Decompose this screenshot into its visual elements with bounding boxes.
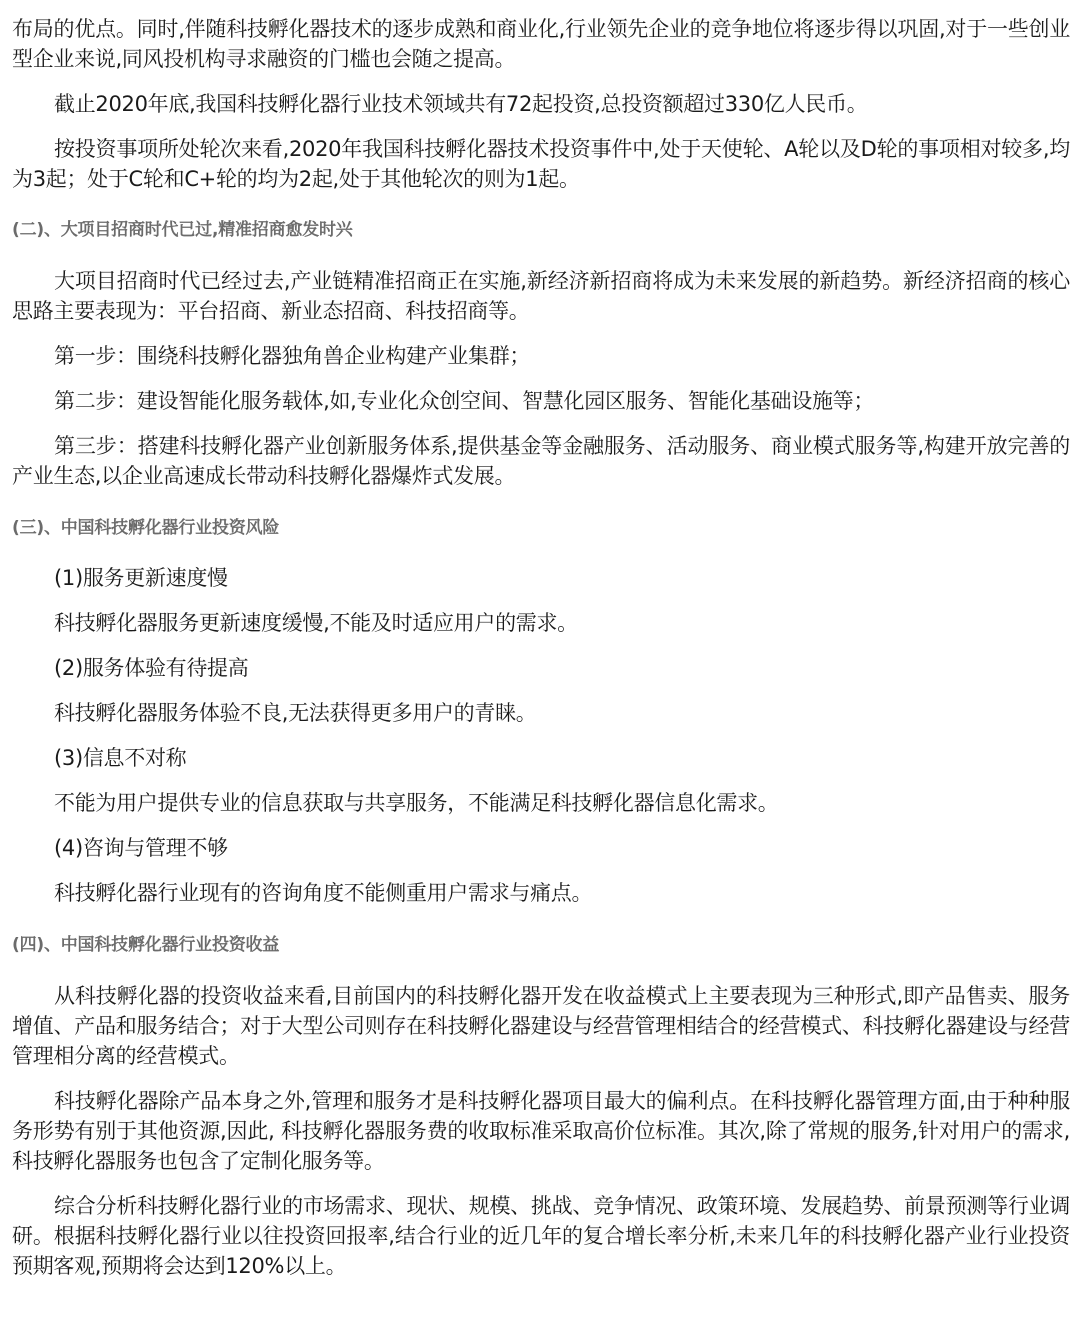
risk-title-1: (1)服务更新速度慢 — [54, 566, 228, 590]
paragraph-intro-tail: 布局的优点。同时,伴随科技孵化器技术的逐步成熟和商业化,行业领先企业的竞争地位将逐步得以巩固,对于一些创业型企业来说,同风投机构寻求融资的门槛也会随之提高。 — [12, 17, 1070, 71]
risk-title-2: (2)服务体验有待提高 — [54, 656, 249, 680]
paragraph-investment-total: 截止2020年底,我国科技孵化器行业技术领域共有72起投资,总投资额超过330亿人民币。 — [54, 92, 868, 116]
paragraph-section2-intro: 大项目招商时代已经过去,产业链精准招商正在实施,新经济新招商将成为未来发展的新趋势。新经济招商的核心思路主要表现为：平台招商、新业态招商、科技招商等。 — [12, 269, 1070, 323]
section-heading-3: (三)、中国科技孵化器行业投资风险 — [12, 518, 280, 538]
paragraph-investment-rounds: 按投资事项所处轮次来看,2020年我国科技孵化器技术投资事件中,处于天使轮、A轮以及D轮的事项相对较多,均为3起；处于C轮和C+轮的均为2起,处于其他轮次的则为1起。 — [12, 137, 1070, 191]
section-heading-2: (二)、大项目招商时代已过,精准招商愈发时兴 — [12, 220, 353, 240]
risk-title-3: (3)信息不对称 — [54, 746, 187, 770]
risk-desc-1: 科技孵化器服务更新速度缓慢,不能及时适应用户的需求。 — [54, 611, 578, 635]
step-1: 第一步：围绕科技孵化器独角兽企业构建产业集群； — [54, 344, 531, 368]
risk-title-4: (4)咨询与管理不够 — [54, 836, 228, 860]
risk-desc-3: 不能为用户提供专业的信息获取与共享服务，不能满足科技孵化器信息化需求。 — [54, 791, 779, 815]
risk-desc-4: 科技孵化器行业现有的咨询角度不能侧重用户需求与痛点。 — [54, 881, 593, 905]
risk-desc-2: 科技孵化器服务体验不良,无法获得更多用户的青睐。 — [54, 701, 537, 725]
section-heading-4: (四)、中国科技孵化器行业投资收益 — [12, 935, 280, 955]
paragraph-returns-services: 科技孵化器除产品本身之外,管理和服务才是科技孵化器项目最大的偏利点。在科技孵化器管理方面,由于种种服务形势有别于其他资源,因此, 科技孵化器服务费的收取标准采取高价位标准。其次,除了常规的服务,针对用户的需求, 科技孵化器服务也包含了定制化服务等。 — [12, 1089, 1070, 1173]
step-3: 第三步：搭建科技孵化器产业创新服务体系,提供基金等金融服务、活动服务、商业模式服务等,构建开放完善的产业生态,以企业高速成长带动科技孵化器爆炸式发展。 — [12, 434, 1070, 488]
paragraph-returns-outlook: 综合分析科技孵化器行业的市场需求、现状、规模、挑战、竞争情况、政策环境、发展趋势、前景预测等行业调研。根据科技孵化器行业以往投资回报率,结合行业的近几年的复合增长率分析,未来几年的科技孵化器产业行业投资预期客观,预期将会达到120%以上。 — [12, 1194, 1070, 1278]
step-2: 第二步：建设智能化服务载体,如,专业化众创空间、智慧化园区服务、智能化基础设施等； — [54, 389, 875, 413]
paragraph-returns-models: 从科技孵化器的投资收益来看,目前国内的科技孵化器开发在收益模式上主要表现为三种形式,即产品售卖、服务增值、产品和服务结合；对于大型公司则存在科技孵化器建设与经营管理相结合的经营模式、科技孵化器建设与经营管理相分离的经营模式。 — [12, 984, 1070, 1068]
